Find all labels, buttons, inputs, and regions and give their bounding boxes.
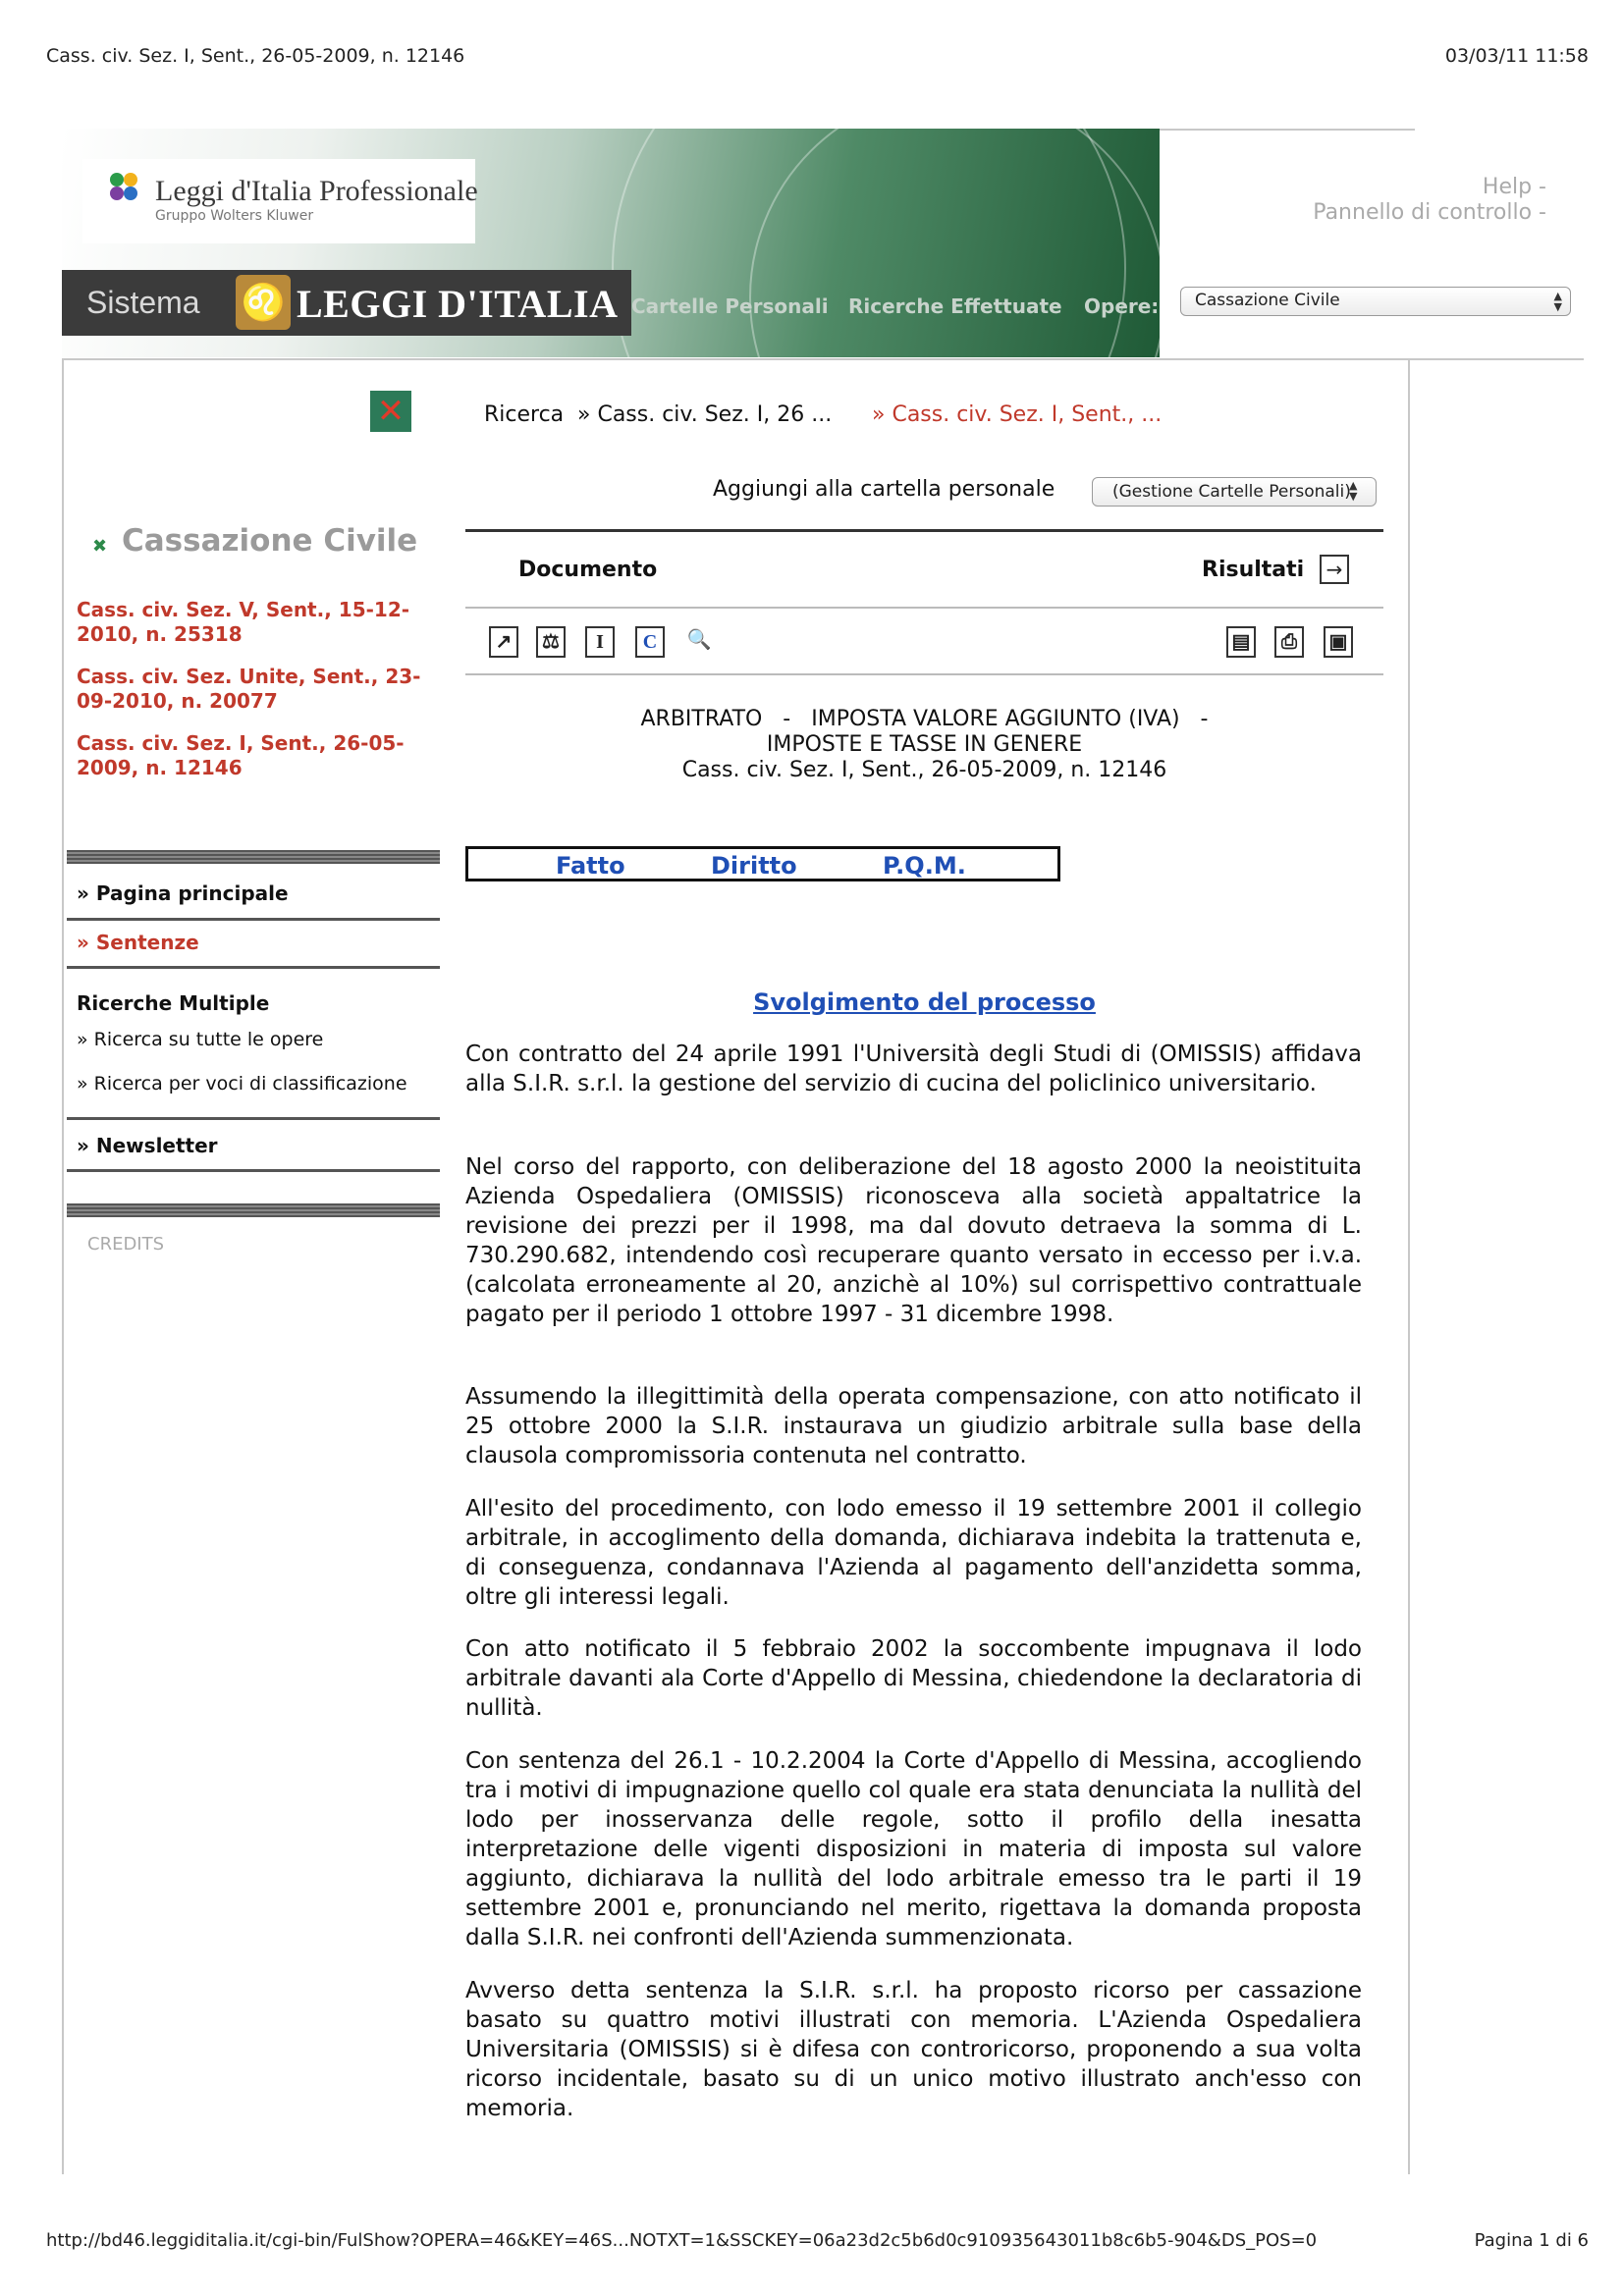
- document-paragraph: Con atto notificato il 5 febbraio 2002 la soccombente impugnava il lodo arbitrale davanti ala Corte d'Appello di Messina, chiedendone la declaratoria di nullità.: [465, 1636, 1362, 1721]
- document-paragraph: Con contratto del 24 aprile 1991 l'Università degli Studi di (OMISSIS) affidava alla S.I.R. s.r.l. la gestione del servizio di cucina del policlinico universitario.: [465, 1041, 1362, 1096]
- close-sidebar-icon[interactable]: ✕: [370, 391, 411, 432]
- nav-ricerche-effettuate[interactable]: Ricerche Effettuate: [848, 294, 1062, 318]
- document-citation: Cass. civ. Sez. I, Sent., 26-05-2009, n. 12146: [681, 758, 1167, 782]
- opere-select[interactable]: [1180, 287, 1571, 316]
- print-footer-url: http://bd46.leggiditalia.it/cgi-bin/FulShow?OPERA=46&KEY=46S...NOTXT=1&SSCKEY=06a23d2c5b6d0c910935643011b8c6b5-904&DS_POS=0: [46, 2230, 1318, 2251]
- logo-subtitle: Gruppo Wolters Kluwer: [155, 208, 314, 224]
- select-arrows-icon: ▲ ▼: [1349, 479, 1358, 503]
- opere-selected-value: Cassazione Civile: [1195, 291, 1340, 310]
- sidebar-item-ricerca-tutte[interactable]: » Ricerca su tutte le opere: [77, 1029, 324, 1050]
- help-link[interactable]: Help -: [1482, 175, 1546, 199]
- section-heading[interactable]: Svolgimento del processo: [753, 988, 1096, 1016]
- risultati-arrow-icon[interactable]: →: [1320, 555, 1349, 584]
- sidebar-case-link[interactable]: Cass. civ. Sez. V, Sent., 15-12-2010, n. 25318: [77, 598, 410, 646]
- sidebar-item-sentenze[interactable]: » Sentenze: [77, 931, 199, 954]
- sidebar-divider: [67, 850, 440, 864]
- balance-scale-icon[interactable]: ⚖: [536, 626, 566, 658]
- lion-emblem-icon: ♌: [236, 275, 291, 330]
- sidebar-separator: [67, 1169, 440, 1172]
- save-icon[interactable]: ▣: [1324, 626, 1353, 658]
- toolbar-rule: [465, 607, 1383, 609]
- toolbar-rule: [465, 529, 1383, 532]
- sidebar-separator: [67, 966, 440, 969]
- document-paragraph: Avverso detta sentenza la S.I.R. s.r.l. ha proposto ricorso per cassazione basato su quattro motivi illustrati con memoria. L'Azienda Ospedaliera Universitaria (OMISSIS) si è difesa con controricorso, proponendo a sua volta ricorso incidentale, basato su di un unico motivo illustrato anch'esso con memoria.: [465, 1978, 1362, 2121]
- search-magnifier-icon[interactable]: 🔍: [684, 626, 714, 658]
- print-icon[interactable]: ⎙: [1274, 626, 1304, 658]
- logo-mark-icon: [110, 187, 124, 200]
- select-arrows-icon: ▲ ▼: [1553, 290, 1562, 313]
- risultati-link[interactable]: Risultati: [1202, 558, 1305, 582]
- sidebar-divider: [67, 1203, 440, 1217]
- breadcrumb-item[interactable]: » Cass. civ. Sez. I, 26 ...: [577, 402, 833, 427]
- document-topic: IMPOSTE E TASSE IN GENERE: [766, 732, 1083, 757]
- print-footer-page: Pagina 1 di 6: [1474, 2230, 1589, 2251]
- document-topic: ARBITRATO - IMPOSTA VALORE AGGIUNTO (IVA) -: [640, 707, 1209, 731]
- sistema-label: Sistema: [86, 285, 200, 320]
- info-i-icon[interactable]: I: [585, 626, 615, 658]
- gestione-cartelle-select[interactable]: [1092, 477, 1377, 507]
- print-header-datetime: 03/03/11 11:58: [1444, 45, 1589, 67]
- frame-left: [62, 358, 64, 2174]
- sidebar-case-link[interactable]: Cass. civ. Sez. I, Sent., 26-05-2009, n. 12146: [77, 731, 405, 779]
- sidebar-item-newsletter[interactable]: » Newsletter: [77, 1134, 218, 1157]
- brand-title: LEGGI D'ITALIA: [297, 282, 619, 326]
- document-paragraph: All'esito del procedimento, con lodo emesso il 19 settembre 2001 il collegio arbitrale, in accoglimento della domanda, dichiarava indebita la trattenuta e, di conseguenza, condannava l'Azienda al pagamento dell'anzidetta somma, oltre gli interessi legali.: [465, 1496, 1362, 1610]
- logo-mark-icon: [124, 173, 137, 187]
- sidebar-item-ricerca-voci[interactable]: » Ricerca per voci di classificazione: [77, 1073, 407, 1095]
- section-link-fatto[interactable]: Fatto: [556, 852, 625, 880]
- sidebar-item-pagina-principale[interactable]: » Pagina principale: [77, 881, 289, 905]
- document-paragraph: Assumendo la illegittimità della operata compensazione, con atto notificato il 25 ottobre 2000 la S.I.R. instaurava un giudizio arbitrale sulla base della clausola compromissoria contenuta nel contratto.: [465, 1384, 1362, 1468]
- breadcrumb-ricerca[interactable]: Ricerca: [484, 402, 565, 427]
- logo-mark-icon: [110, 173, 124, 187]
- c-icon[interactable]: C: [635, 626, 665, 658]
- sidebar-case-link[interactable]: Cass. civ. Sez. Unite, Sent., 23-09-2010, n. 20077: [77, 665, 421, 713]
- section-link-diritto[interactable]: Diritto: [711, 852, 797, 880]
- credits-link[interactable]: CREDITS: [87, 1234, 165, 1255]
- sidebar-ricerche-multiple-heading: Ricerche Multiple: [77, 991, 270, 1015]
- logo-mark-icon: [124, 187, 137, 200]
- frame-header-bottom: [62, 358, 1584, 360]
- sidebar-title: Cassazione Civile: [122, 523, 418, 559]
- frame-right: [1408, 358, 1410, 2174]
- bullet-icon: ✖: [92, 536, 108, 557]
- sidebar-separator: [67, 1117, 440, 1120]
- sidebar-separator: [67, 918, 440, 921]
- section-link-pqm[interactable]: P.Q.M.: [883, 852, 966, 880]
- open-external-icon[interactable]: ↗: [489, 626, 518, 658]
- nav-opere-label: Opere:: [1084, 294, 1160, 318]
- pannello-link[interactable]: Pannello di controllo -: [1313, 200, 1546, 225]
- nav-cartelle-personali[interactable]: Cartelle Personali: [631, 294, 829, 318]
- add-to-folder-label: Aggiungi alla cartella personale: [713, 477, 1055, 502]
- toolbar-rule: [465, 673, 1383, 675]
- document-paragraph: Con sentenza del 26.1 - 10.2.2004 la Corte d'Appello di Messina, accogliendo tra i motivi di impugnazione quello col quale era stata denunciata la nullità del lodo per inosservanza delle regole, sotto il profilo della inesatta interpretazione delle vigenti disposizioni in materia di imposta sul valore aggiunto, dichiarava la nullità del lodo arbitrale emesso tra le parti il 19 settembre 2001 e, pronunciando nel merito, rigettava la domanda proposta dalla S.I.R. nei confronti dell'Azienda summenzionata.: [465, 1748, 1362, 1950]
- logo-title: Leggi d'Italia Professionale: [155, 175, 478, 207]
- gestione-selected-value: (Gestione Cartelle Personali): [1112, 482, 1351, 502]
- add-document-icon[interactable]: ▤: [1226, 626, 1256, 658]
- document-paragraph: Nel corso del rapporto, con deliberazione del 18 agosto 2000 la neoistituita Azienda Ospedaliera (OMISSIS) riconosceva alla società appaltatrice la revisione dei prezzi per il 1998, ma dal dovuto detraeva la somma di L. 730.290.682, intendendo così recuperare quanto versato in eccesso per i.v.a. (calcolata erroneamente al 20, anzichè al 10%) sul corrispettivo contrattuale pagato per il periodo 1 ottobre 1997 - 31 dicembre 1998.: [465, 1154, 1362, 1327]
- print-header-title: Cass. civ. Sez. I, Sent., 26-05-2009, n. 12146: [46, 45, 465, 67]
- breadcrumb-current: » Cass. civ. Sez. I, Sent., ...: [872, 402, 1163, 427]
- documento-tab[interactable]: Documento: [518, 558, 658, 582]
- help-links: [1313, 175, 1546, 226]
